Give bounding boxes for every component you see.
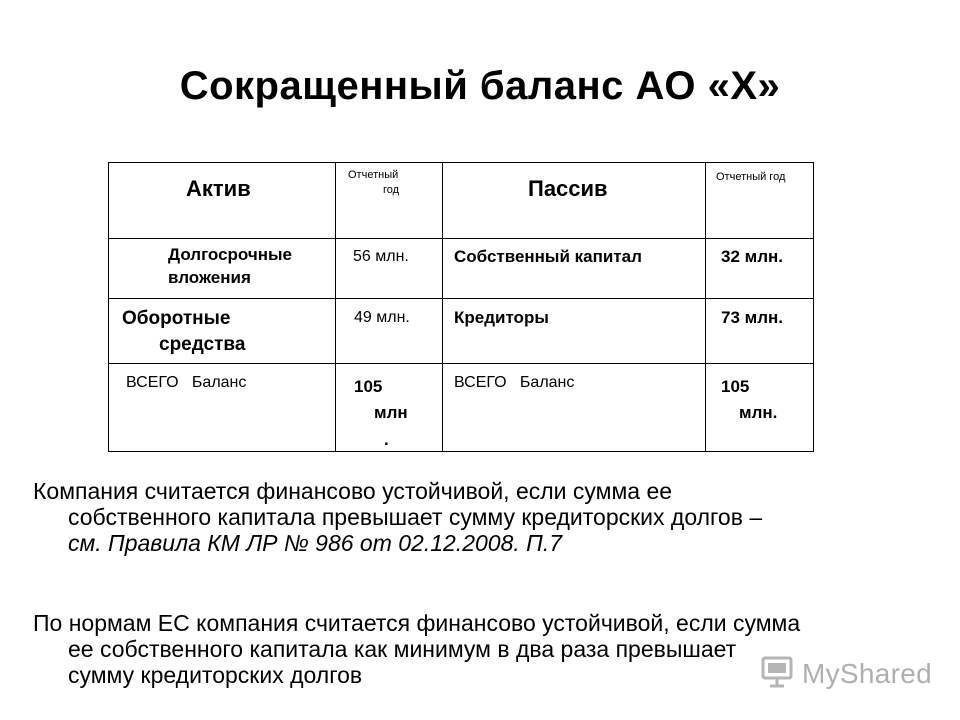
page-title: Сокращенный баланс АО «Х» <box>179 64 781 108</box>
header-asset-year <box>348 168 418 199</box>
header-asset: Актив <box>186 176 251 201</box>
watermark <box>760 652 940 696</box>
table-border-right <box>813 162 814 452</box>
row1-asset-value: 56 млн. <box>353 248 409 265</box>
presentation-board-icon <box>760 655 794 694</box>
row2-asset-line2: средства <box>159 333 246 355</box>
paragraph-2-line1: По нормам ЕС компания считается финансово устойчивой, если сумма <box>33 610 801 636</box>
row2-asset-value: 49 млн. <box>354 309 410 326</box>
header-liability: Пассив <box>528 176 608 201</box>
table-row-divider <box>108 238 814 239</box>
row3-asset-value-line2: млн <box>374 403 408 423</box>
table-col-divider <box>705 162 706 452</box>
table-col-divider <box>335 162 336 452</box>
table-row-divider <box>108 363 814 364</box>
watermark-text: MyShared <box>802 658 933 689</box>
row1-liability: Собственный капитал <box>454 247 642 266</box>
paragraph-1-line1: Компания считается финансово устойчивой, если сумма ее <box>33 478 673 504</box>
paragraph-1-line2: собственного капитала превышает сумму кредиторских долгов – <box>68 504 763 530</box>
table-col-divider <box>442 162 443 452</box>
paragraph-1 <box>33 478 933 556</box>
table-border-bottom <box>108 451 814 452</box>
row3-liability-value-line1: 105 <box>721 377 750 396</box>
row1-liability-value: 32 млн. <box>721 247 783 266</box>
table-row-divider <box>108 298 814 299</box>
row3-liability: ВСЕГО Баланс <box>454 374 575 391</box>
header-liability-year: Отчетный год <box>716 171 786 183</box>
balance-table <box>108 162 814 452</box>
paragraph-2-line3: сумму кредиторских долгов <box>68 662 363 688</box>
paragraph-2-line2: ее собственного капитала как минимум в два раза превышает <box>68 636 737 662</box>
row2-liability: Кредиторы <box>454 308 549 327</box>
header-asset-year-line1: Отчетный <box>348 169 399 181</box>
row1-asset-line2: вложения <box>168 267 251 287</box>
header-asset-year-line2: год <box>383 184 400 197</box>
table-border-left <box>108 162 109 452</box>
row3-asset-value <box>354 374 408 453</box>
table-border-top <box>108 162 814 163</box>
row2-asset-line1: Оборотные <box>122 308 231 329</box>
paragraph-1-line3: см. Правила КМ ЛР № 986 от 02.12.2008. П.7 <box>68 530 562 556</box>
row3-liability-value-line2: млн. <box>739 403 778 423</box>
row3-asset-value-line3: . <box>384 429 389 449</box>
row3-liability-value <box>721 374 777 427</box>
row3-asset: ВСЕГО Баланс <box>126 374 247 391</box>
row2-liability-value: 73 млн. <box>721 308 783 327</box>
row1-asset <box>168 244 292 290</box>
row3-asset-value-line1: 105 <box>354 377 383 396</box>
row1-asset-line1: Долгосрочные <box>168 245 293 264</box>
row2-asset <box>122 306 245 357</box>
